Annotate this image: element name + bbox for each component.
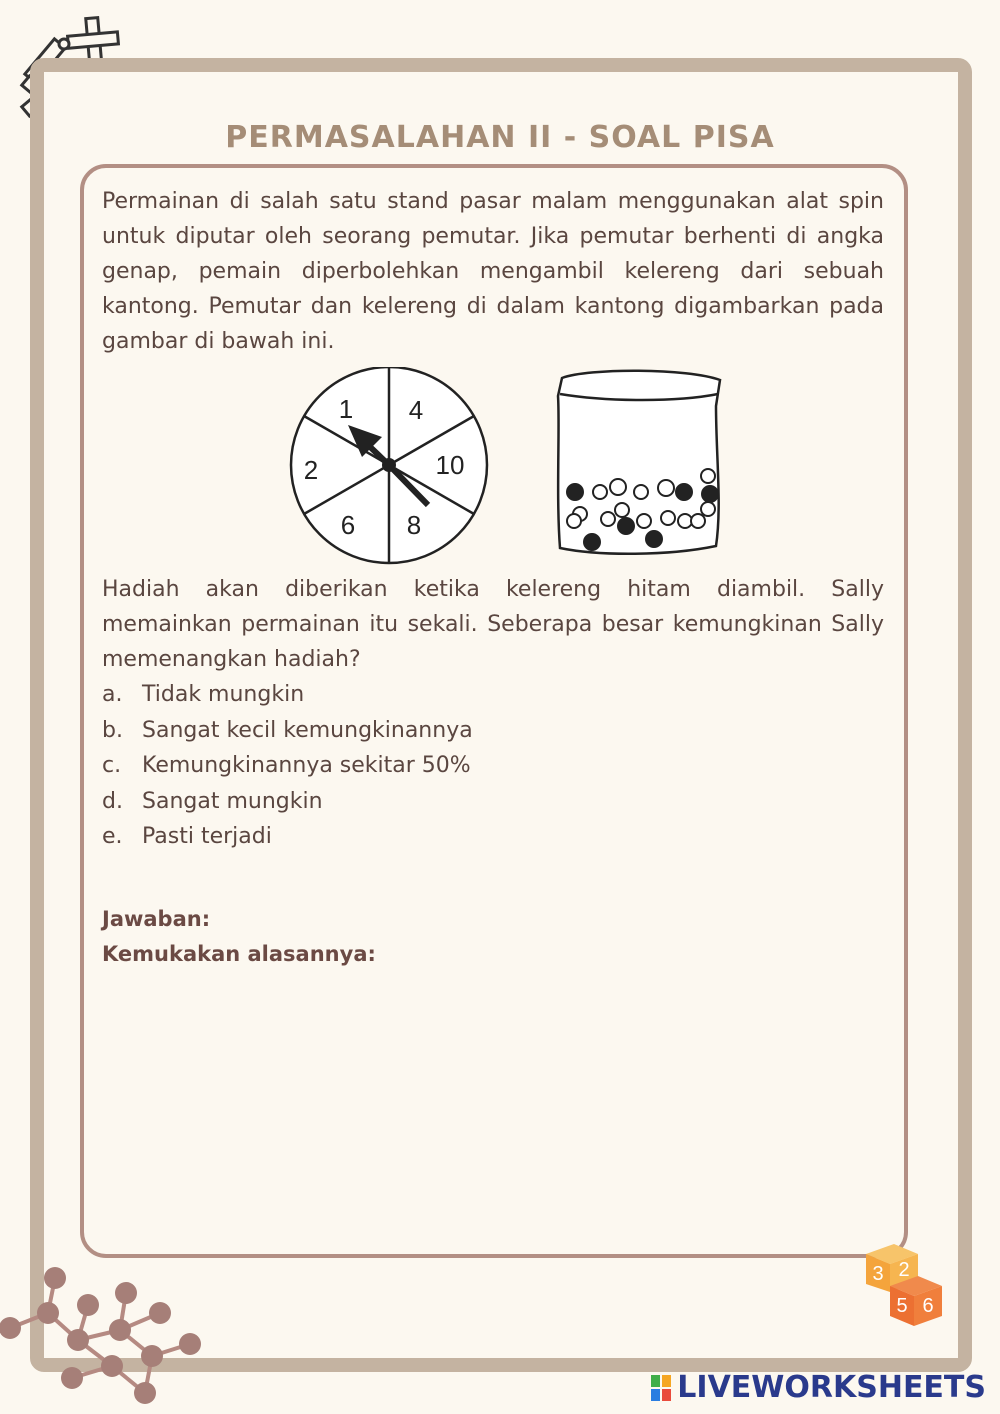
spinner-label: 2 [303,455,319,485]
brand-logo [651,1370,986,1405]
reason-label: Kemukakan alasannya: [102,942,376,966]
option-c[interactable] [102,748,473,784]
option-a[interactable] [102,677,473,713]
option-text: Sangat kecil kemungkinannya [142,717,473,743]
option-e[interactable] [102,819,473,855]
option-text: Sangat mungkin [142,788,323,814]
option-letter: a. [102,682,123,707]
option-letter: c. [102,753,122,778]
brand-icon [651,1375,671,1401]
option-letter: d. [102,788,123,814]
molecule-decoration-icon [0,1258,210,1408]
option-letter: b. [102,717,123,743]
answer-options [102,677,473,855]
spinner-label: 6 [340,510,356,540]
spinner-label: 1 [338,394,354,424]
option-d[interactable] [102,784,473,820]
spinner-label: 4 [408,395,424,425]
spinner-illustration [286,367,492,573]
dice-number: 2 [898,1259,910,1281]
marble-bag-illustration [548,366,728,558]
page-title: PERMASALAHAN II - SOAL PISA [225,120,775,155]
spinner-label: 8 [406,510,422,540]
option-b[interactable] [102,713,473,749]
brand-name: LIVEWORKSHEETS [677,1370,986,1405]
dice-number: 3 [872,1263,884,1285]
option-text: Pasti terjadi [142,824,272,849]
dice-number: 6 [922,1295,934,1317]
option-text: Kemungkinannya sekitar 50% [142,753,471,778]
dice-decoration-icon [860,1240,950,1332]
dice-number: 5 [896,1295,908,1317]
spinner-label: 10 [435,450,465,480]
option-text: Tidak mungkin [142,682,305,707]
intro-paragraph: Permainan di salah satu stand pasar malam menggunakan alat spin untuk diputar oleh seorang pemutar. Jika pemutar berhenti di angka genap, pemain diperbolehkan mengambil kelereng dari sebuah kantong. Pemutar dan kelereng di dalam kantong digambarkan pada gambar di bawah ini. [102,189,884,354]
option-letter: e. [102,824,123,849]
question-paragraph: Hadiah akan diberikan ketika kelereng hitam diambil. Sally memainkan permainan itu sekali. Seberapa besar kemungkinan Sally memenangkan hadiah? [102,577,884,672]
answer-label: Jawaban: [102,907,211,931]
